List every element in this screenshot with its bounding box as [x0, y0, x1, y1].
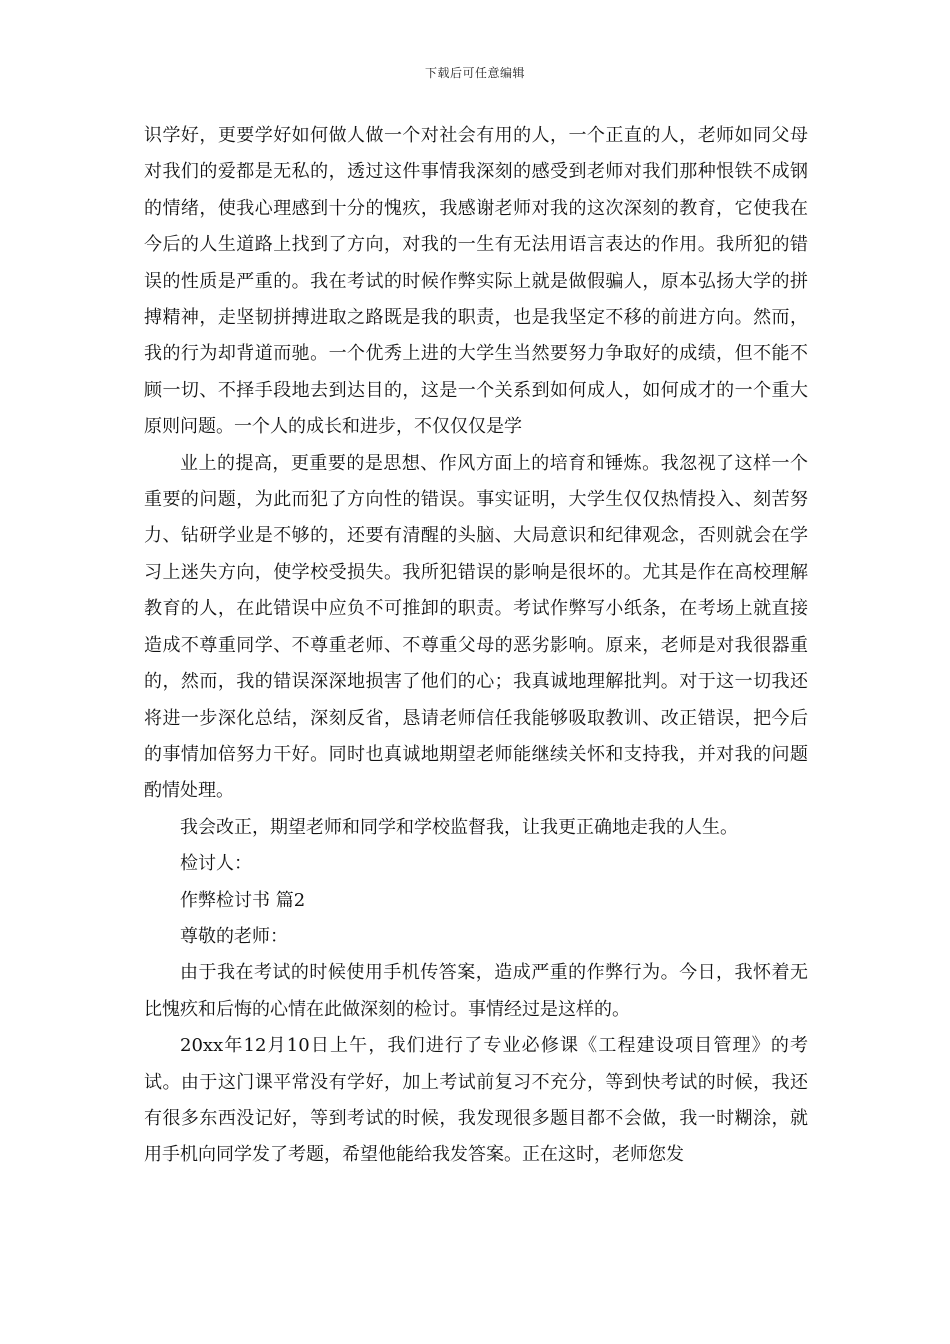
document-body: [144, 118, 808, 1174]
signature-line: 检讨人：: [180, 853, 252, 875]
section-title: 作弊检讨书 篇2: [180, 889, 306, 911]
page-header: 下载后可任意编辑: [424, 66, 525, 80]
paragraph-continuation: 识学好，更要学好如何做人做一个对社会有用的人，一个正直的人，老师如同父母对我们的爱都是无私的，透过这件事情我深刻的感受到老师对我们那种恨铁不成钢的情绪，使我心理感到十分的愧疚，我感谢老师对我的这次深刻的教育，它使我在今后的人生道路上找到了方向，对我的一生有无法用语言表达的作用。我所犯的错误的性质是严重的。我在考试的时候作弊实际上就是做假骗人，原本弘扬大学的拼搏精神，走坚韧拼搏进取之路既是我的职责，也是我坚定不移的前进方向。然而，我的行为却背道而驰。一个优秀上进的大学生当然要努力争取好的成绩，但不能不顾一切、不择手段地去到达目的，这是一个关系到如何成人，如何成才的一个重大原则问题。一个人的成长和进步，不仅仅仅是学: [144, 125, 808, 438]
paragraph: 我会改正，期望老师和同学和学校监督我，让我更正确地走我的人生。: [180, 816, 738, 838]
paragraph: 业上的提高，更重要的是思想、作风方面上的培育和锤炼。我忽视了这样一个重要的问题，为此而犯了方向性的错误。事实证明，大学生仅仅热情投入、刻苦努力、钻研学业是不够的，还要有清醒的头脑、大局意识和纪律观念，否则就会在学习上迷失方向，使学校受损失。我所犯错误的影响是很坏的。尤其是作在高校理解教育的人，在此错误中应负不可推卸的职责。考试作弊写小纸条，在考场上就直接造成不尊重同学、不尊重老师、不尊重父母的恶劣影响。原来，老师是对我很器重的，然而，我的错误深深地损害了他们的心；我真诚地理解批判。对于这一切我还将进一步深化总结，深刻反省，恳请老师信任我能够吸取教训、改正错误，把今后的事情加倍努力干好。同时也真诚地期望老师能继续关怀和支持我，并对我的问题酌情处理。: [144, 452, 808, 802]
paragraph: 由于我在考试的时候使用手机传答案，造成严重的作弊行为。今日，我怀着无比愧疚和后悔的心情在此做深刻的检讨。事情经过是这样的。: [144, 962, 808, 1020]
paragraph: 20xx年12月10日上午，我们进行了专业必修课《工程建设项目管理》的考试。由于这门课平常没有学好，加上考试前复习不充分，等到快考试的时候，我还有很多东西没记好，等到考试的时候，我发现很多题目都不会做，我一时糊涂，就用手机向同学发了考题，希望他能给我发答案。正在这时，老师您发: [144, 1035, 808, 1166]
salutation: 尊敬的老师：: [180, 925, 288, 947]
